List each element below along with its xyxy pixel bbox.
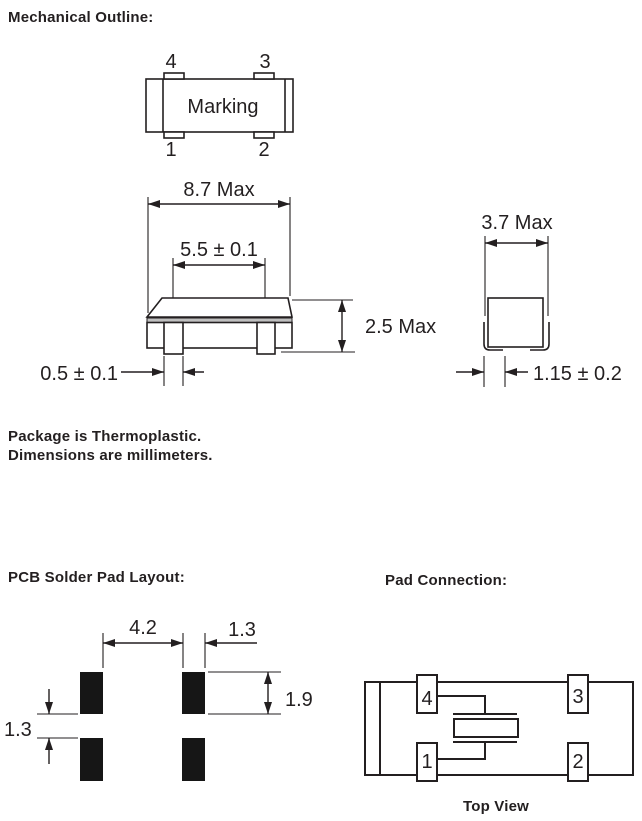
dim-body-height-label: 2.5 Max <box>365 316 437 338</box>
solder-pad-top-right <box>182 672 205 714</box>
connection-pad1-label: 1 <box>421 751 433 773</box>
package-top-view <box>146 51 293 161</box>
front-lid-outline <box>147 298 292 317</box>
connection-pad2-label: 2 <box>572 751 584 773</box>
solder-pad-bottom-left <box>80 738 103 781</box>
note-dimensions-units: Dimensions are millimeters. <box>8 447 213 464</box>
pcb-pad-layout-heading: PCB Solder Pad Layout: <box>8 569 185 586</box>
top-view-caption: Top View <box>462 798 530 815</box>
solder-pad-top-left <box>80 672 103 714</box>
pcb-solder-pad-layout <box>4 617 313 781</box>
dim-lead-foot-label: 1.15 ± 0.2 <box>533 363 622 385</box>
pin2-label: 2 <box>258 139 270 161</box>
solder-pad-bottom-right <box>182 738 205 781</box>
dim-body-depth-label: 3.7 Max <box>481 212 553 234</box>
package-end-view <box>456 212 622 387</box>
pin1-label: 1 <box>165 139 177 161</box>
dim-pad-width-label: 1.3 <box>228 619 256 641</box>
dim-pad-height-label: 1.9 <box>285 689 313 711</box>
package-front-view <box>40 179 436 386</box>
front-right-leg <box>257 323 275 355</box>
note-package-material: Package is Thermoplastic. <box>8 428 202 445</box>
pad-connection-heading: Pad Connection: <box>385 572 508 589</box>
pin1-tab <box>164 132 184 138</box>
dim-lead-span-label: 5.5 ± 0.1 <box>180 239 258 261</box>
connection-pad4-label: 4 <box>421 688 433 710</box>
dim-pad-gap-y-label: 1.3 <box>4 719 32 741</box>
front-left-leg <box>164 323 183 355</box>
connection-pad3-label: 3 <box>572 686 584 708</box>
mechanical-outline-heading: Mechanical Outline: <box>8 9 154 26</box>
dim-pad-gap-x-label: 4.2 <box>129 617 157 639</box>
pin2-tab <box>254 132 274 138</box>
pin3-label: 3 <box>259 51 271 73</box>
pin4-tab <box>164 73 184 79</box>
end-body-outline <box>488 298 543 347</box>
pin3-tab <box>254 73 274 79</box>
pad-connection-diagram <box>365 675 633 781</box>
marking-label: Marking <box>187 96 259 118</box>
dim-body-width-label: 8.7 Max <box>183 179 255 201</box>
crystal-element <box>454 719 518 737</box>
dim-lead-width-label: 0.5 ± 0.1 <box>40 363 118 385</box>
pin4-label: 4 <box>165 51 177 73</box>
